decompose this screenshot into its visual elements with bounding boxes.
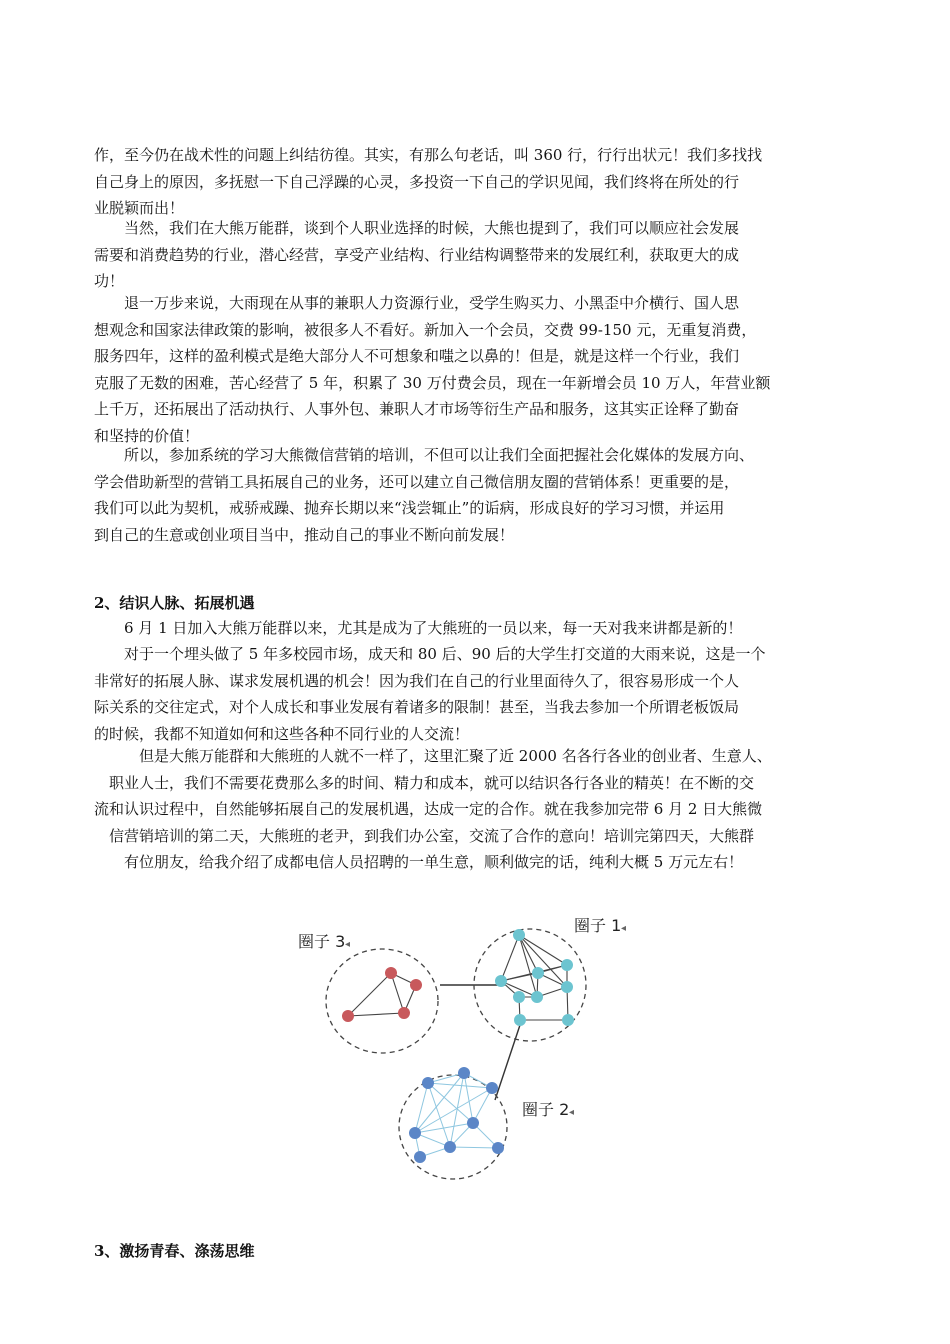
- text-line: 作，至今仍在战术性的问题上纠结彷徨。其实，有那么句老话，叫 360 行，行行出状元！我们多找找: [94, 146, 763, 164]
- section-2-heading: 2、结识人脉、拓展机遇: [94, 594, 255, 612]
- text-line: 有位朋友，给我介绍了成都电信人员招聘的一单生意，顺利做完的话，纯利大概 5 万元左右！: [94, 853, 744, 871]
- text-line: 业脱颖而出！: [94, 199, 185, 217]
- paragraph-3: [94, 290, 864, 449]
- circle-2-node: [414, 1151, 426, 1163]
- circle-2-node: [467, 1117, 479, 1129]
- text-line: 到自己的生意或创业项目当中，推动自己的事业不断向前发展！: [94, 525, 515, 544]
- text-line: 退一万步来说，大雨现在从事的兼职人力资源行业，受学生购买力、小黑歪中介横行、国人思: [94, 294, 740, 312]
- paragraph-1: [94, 142, 864, 222]
- circle-2-node: [458, 1067, 470, 1079]
- circle-2-label: 圈子 2: [522, 1100, 570, 1119]
- text-line: 功！: [94, 272, 125, 290]
- text-line: 当然，我们在大熊万能群，谈到个人职业选择的时候，大熊也提到了，我们可以顺应社会发展: [94, 219, 740, 237]
- text-line: 职业人士，我们不需要花费那么多的时间、精力和成本，就可以结识各行各业的精英！在不断的交: [94, 773, 755, 792]
- circle-2-node: [409, 1127, 421, 1139]
- text-line: 克服了无数的困难，苦心经营了 5 年，积累了 30 万付费会员，现在一年新增会员 10 万人，年营业额: [94, 373, 771, 392]
- section-2-paragraph-3: [94, 743, 864, 876]
- text-line: 6 月 1 日加入大熊万能群以来，尤其是成为了大熊班的一员以来，每一天对我来讲都是新的！: [94, 619, 743, 637]
- text-line: 对于一个埋头做了 5 年多校园市场，成天和 80 后、90 后的大学生打交道的大雨来说，这是一个: [94, 645, 766, 663]
- paragraph-2: [94, 215, 864, 295]
- circle-1-node: [513, 991, 525, 1003]
- circle-3-label: 圈子 3: [298, 932, 346, 951]
- paragraph-4: [94, 442, 864, 548]
- text-line: 上千万，还拓展出了活动执行、人事外包、兼职人才市场等衍生产品和服务，这其实正诠释了勤奋: [94, 400, 740, 418]
- circle-3-node: [342, 1010, 354, 1022]
- circle-2-node: [422, 1077, 434, 1089]
- text-line: 流和认识过程中，自然能够拓展自己的发展机遇，达成一定的合作。就在我参加完带 6 月 2 日大熊微: [94, 800, 763, 818]
- text-line: 所以，参加系统的学习大熊微信营销的培训，不但可以让我们全面把握社会化媒体的发展方向、: [94, 446, 755, 464]
- circle-2-node: [444, 1141, 456, 1153]
- network-diagram: [290, 905, 670, 1205]
- text-line: 但是大熊万能群和大熊班的人就不一样了，这里汇聚了近 2000 名各行各业的创业者、生意人、: [94, 747, 772, 765]
- circle-3-node: [385, 967, 397, 979]
- text-line: 和坚持的价值！: [94, 426, 200, 445]
- text-line: 信营销培训的第二天，大熊班的老尹，到我们办公室，交流了合作的意向！培训完第四天，大熊群: [94, 826, 755, 845]
- section-2-paragraph-2: [94, 641, 864, 747]
- text-line: 的时候，我都不知道如何和这些各种不同行业的人交流！: [94, 724, 470, 743]
- text-line: 非常好的拓展人脉、谋求发展机遇的机会！因为我们在自己的行业里面待久了，很容易形成一个人: [94, 671, 740, 690]
- circle-2-node: [486, 1082, 498, 1094]
- circle-3-node: [398, 1007, 410, 1019]
- circle-2-group: [399, 1067, 507, 1179]
- circle-1-node: [495, 975, 507, 987]
- network-circles-figure: [290, 905, 670, 1205]
- circle-1-node: [531, 991, 543, 1003]
- text-line: 际关系的交往定式，对个人成长和事业发展有着诸多的限制！甚至，当我去参加一个所谓老板饭局: [94, 698, 740, 716]
- text-line: 服务四年，这样的盈利模式是绝大部分人不可想象和嗤之以鼻的！但是，就是这样一个行业，我们: [94, 347, 740, 365]
- section-2-paragraph-1: [94, 615, 864, 642]
- circle-3-group: [326, 949, 438, 1053]
- label-marker-icon: ◂: [621, 923, 627, 934]
- circle-1-node: [561, 981, 573, 993]
- circle-1-node: [562, 1014, 574, 1026]
- circle-3-node: [410, 979, 422, 991]
- circle-1-node: [514, 1014, 526, 1026]
- label-marker-icon: ◂: [345, 939, 351, 950]
- text-line: 想观念和国家法律政策的影响，被很多人不看好。新加入一个会员，交费 99-150 元，无重复消费，: [94, 320, 757, 339]
- circle-1-node: [513, 929, 525, 941]
- text-line: 需要和消费趋势的行业，潜心经营，享受产业结构、行业结构调整带来的发展红利，获取更大的成: [94, 245, 740, 264]
- circle-3-boundary: [326, 949, 438, 1053]
- text-line: 学会借助新型的营销工具拓展自己的业务，还可以建立自己微信朋友圈的营销体系！更重要的是，: [94, 472, 740, 491]
- section-3-heading: 3、激扬青春、涤荡思维: [94, 1242, 255, 1260]
- circle-1-node: [532, 967, 544, 979]
- text-line: 自己身上的原因，多抚慰一下自己浮躁的心灵，多投资一下自己的学识见闻，我们终将在所处的行: [94, 172, 740, 191]
- text-line: 我们可以此为契机，戒骄戒躁、抛弃长期以来“浅尝辄止”的诟病，形成良好的学习习惯，并运用: [94, 499, 725, 517]
- circle-1-node: [561, 959, 573, 971]
- circle-2-node: [492, 1142, 504, 1154]
- circle-1-label: 圈子 1: [574, 916, 622, 935]
- label-marker-icon: ◂: [569, 1107, 575, 1118]
